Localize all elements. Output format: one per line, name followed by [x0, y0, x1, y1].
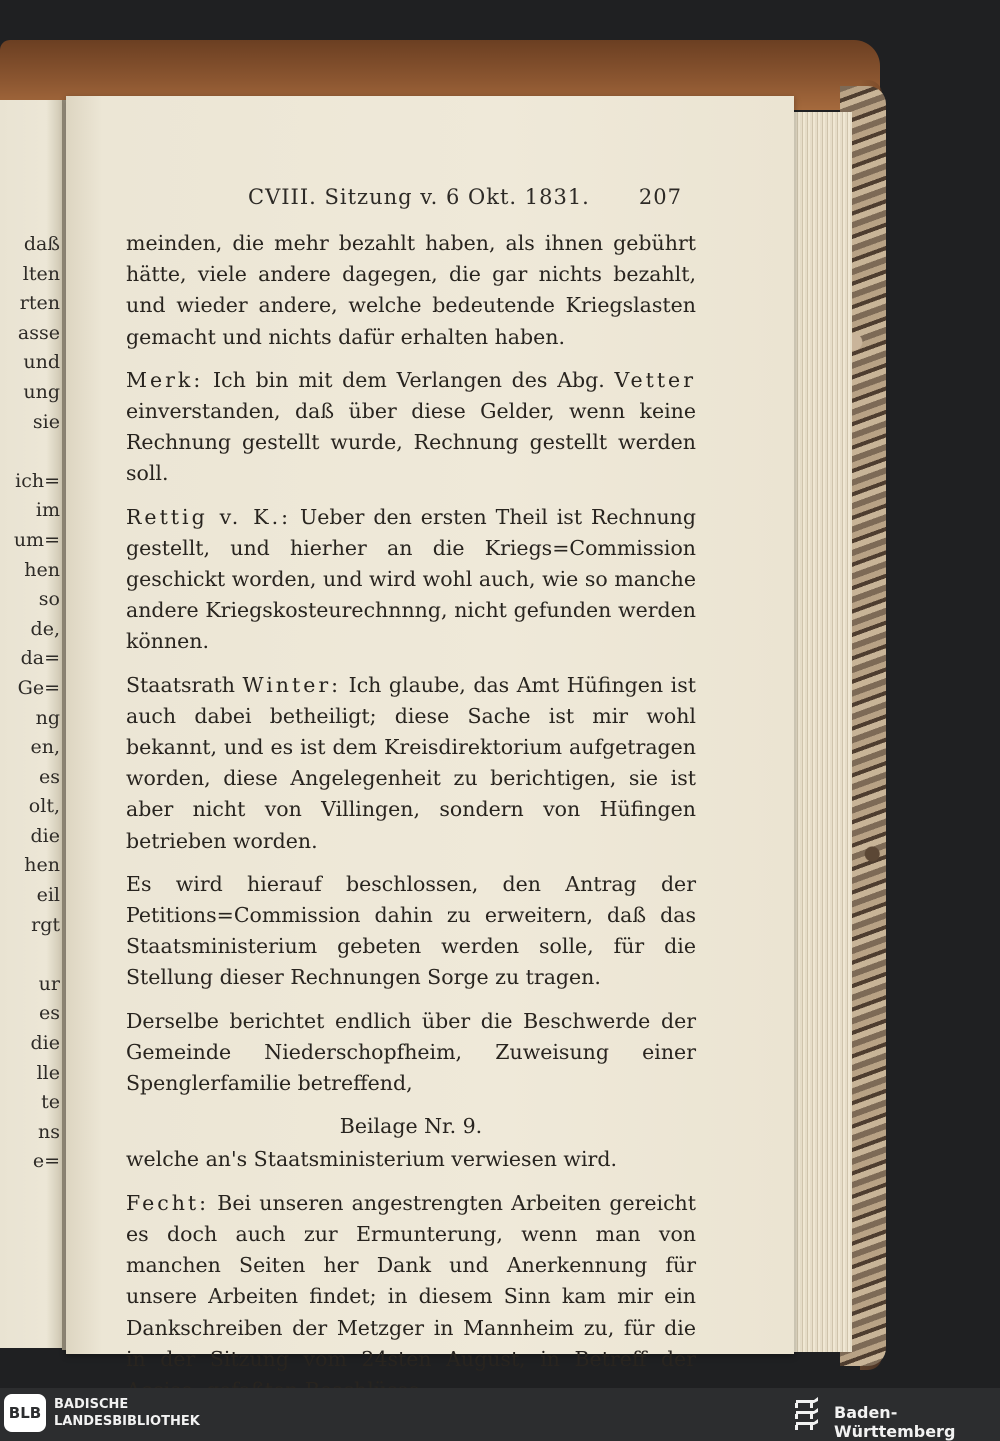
left-page-fragment: te: [41, 1091, 60, 1114]
library-name: BADISCHE LANDESBIBLIOTHEK: [54, 1397, 200, 1429]
left-page-fragment: e=: [32, 1150, 60, 1173]
speaker-name: Merk:: [126, 367, 204, 392]
left-page-fragment: ng: [35, 706, 60, 729]
speaker-title: Staatsrath: [126, 672, 235, 697]
lions-coat-of-arms-icon: [792, 1394, 822, 1432]
left-page-fragment: [0, 940, 60, 970]
header-title: CVIII. Sitzung v. 6 Okt. 1831.: [248, 185, 590, 209]
left-page-fragment: sie: [32, 410, 60, 433]
left-page-fragment: de,: [30, 617, 60, 640]
blb-logo: BLB: [4, 1394, 46, 1432]
left-page-fragment: lten: [22, 262, 60, 285]
left-page-fragment: hen: [24, 854, 60, 877]
left-page-fragment: die: [30, 824, 60, 847]
left-page-fragment: ur: [38, 972, 60, 995]
left-page-fragment: ich=: [15, 469, 60, 492]
left-page-fragment: im: [35, 499, 60, 522]
paragraph: Rettig v. K.: Ueber den ersten Theil ist Rechnung gestellt, und hierher an die Kriegs=Commission geschickt worden, und wird wohl auch, wie so manche andere Kriegskosteurechnnng, nicht gefunden werden können.: [126, 504, 696, 654]
left-page-fragment: da=: [20, 647, 60, 670]
left-page-fragment: um=: [13, 528, 60, 551]
left-page-fragment: ns: [38, 1120, 60, 1143]
left-page-fragment: rgt: [31, 913, 60, 936]
page-body: [126, 228, 696, 1418]
paragraph: Fecht: Bei unseren angestrengten Arbeiten gereicht es doch auch zur Ermunterung, wenn man von manchen Seiten her Dank und Anerkennung für unsere Arbeiten findet; in diesem Sinn kam mir ein Dankschreiben der Metzger in Mannheim zu, für die in der Sitzung vom 24sten August, in Betreff der: [126, 1190, 696, 1371]
person-name: Vetter: [614, 367, 696, 392]
left-page-fragment: die: [30, 1032, 60, 1055]
speaker-name: Fecht:: [126, 1190, 210, 1215]
running-header: [248, 185, 688, 217]
paragraph: welche an's Staatsministerium verwiesen wird.: [126, 1147, 617, 1172]
speaker-name: Winter:: [242, 672, 342, 697]
left-page: [0, 100, 66, 1348]
left-page-fragments: [0, 230, 60, 1177]
left-page-fragment: es: [39, 765, 60, 788]
left-page-fragment: eil: [36, 884, 60, 907]
left-page-fragment: [0, 437, 60, 467]
paragraph: Merk: Ich bin mit dem Verlangen des Abg. Vetter einverstanden, daß über diese Gelder, wenn keine Rechnung gestellt wurde, Rechnung gestellt werden soll.: [126, 367, 696, 486]
left-page-fragment: es: [39, 1002, 60, 1025]
state-name: Baden-Württemberg: [834, 1403, 956, 1441]
page-number: 207: [638, 185, 682, 209]
paragraph: Es wird hierauf beschlossen, den Antrag der Petitions=Commission dahin zu erweitern, daß das Staatsministerium gebeten werden solle, für die Stellung dieser Rechnungen Sorge zu tragen.: [126, 871, 696, 990]
paragraph: Derselbe berichtet endlich über die Beschwerde der Gemeinde Niederschopfheim, Zuweisung einer Spenglerfamilie betreffend,: [126, 1008, 696, 1096]
left-page-fragment: en,: [30, 736, 60, 759]
left-page-fragment: olt,: [28, 795, 60, 818]
left-page-fragment: hen: [24, 558, 60, 581]
left-page-fragment: asse: [17, 321, 60, 344]
left-page-fragment: lle: [36, 1061, 60, 1084]
page-edges: [790, 112, 852, 1352]
left-page-fragment: und: [23, 351, 60, 374]
left-page-fragment: daß: [23, 233, 60, 255]
speaker-name: Rettig v. K.:: [126, 504, 291, 529]
paragraph: Staatsrath Winter: Ich glaube, das Amt Hüfingen ist auch dabei betheiligt; diese Sache ist mir wohl bekannt, und es ist dem Kreisdirektorium aufgetragen worden, diese Angelegenheit zu berichtigen, sie ist aber nicht von Villingen, sondern von Hüfingen betrieben worden.: [126, 672, 696, 853]
viewer-footer: [0, 1388, 1000, 1441]
beilage-reference: Beilage Nr. 9.: [339, 1114, 483, 1139]
left-page-fragment: so: [38, 588, 60, 611]
left-page-fragment: rten: [19, 292, 60, 315]
left-page-fragment: ung: [23, 380, 60, 403]
left-page-fragment: Ge=: [17, 676, 60, 699]
paragraph: meinden, die mehr bezahlt haben, als ihnen gebührt hätte, viele andere dagegen, die gar nichts bezahlt, und wieder andere, welche bedeutende Kriegslasten gemacht und nichts dafür erhalten haben.: [126, 231, 696, 349]
